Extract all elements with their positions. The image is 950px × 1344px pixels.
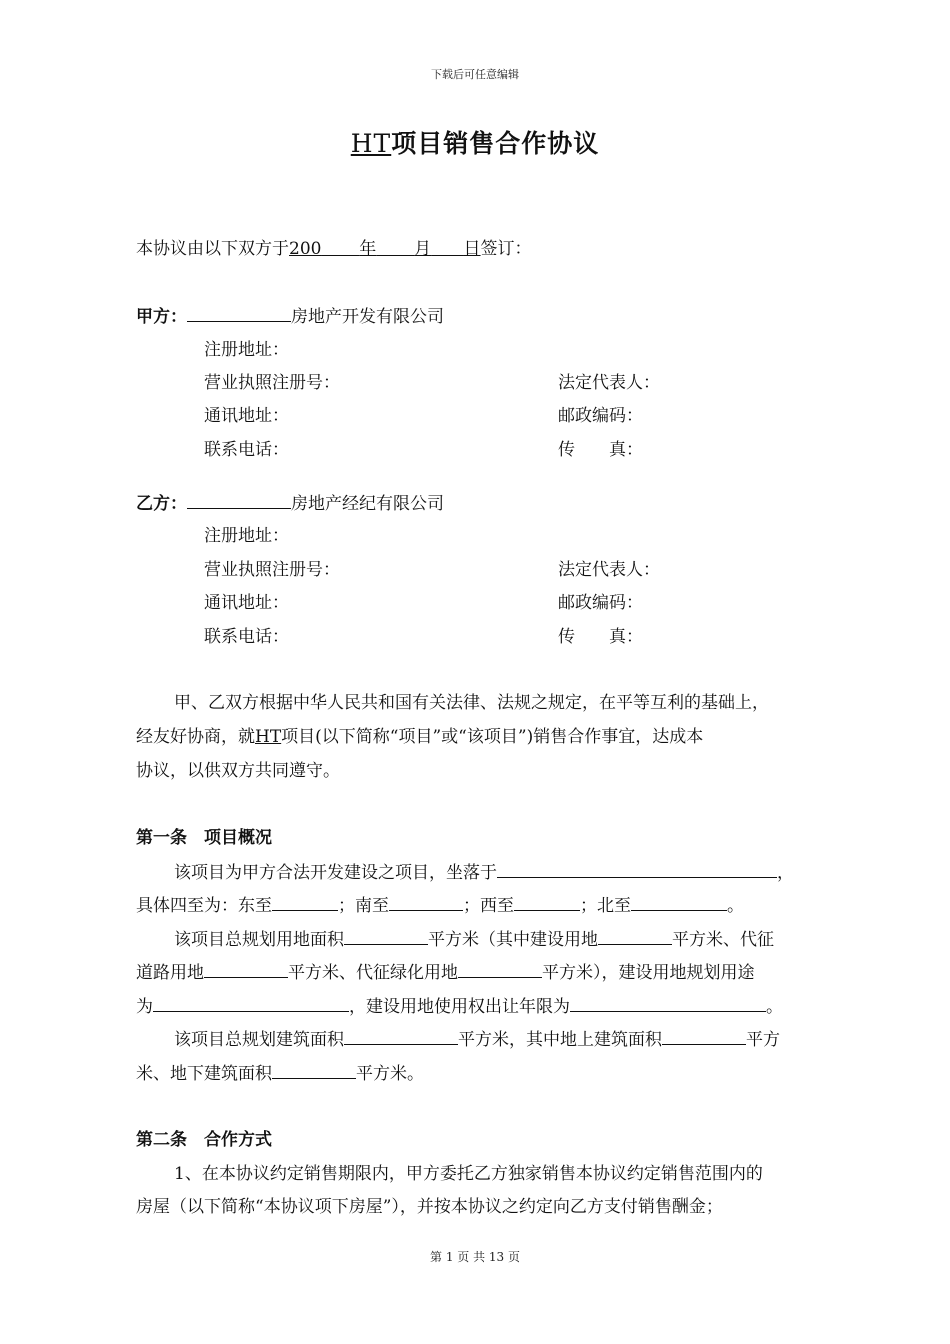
land-use-blank (153, 995, 349, 1012)
party-b-fax: 传 真： (558, 627, 643, 647)
north-blank (631, 894, 727, 911)
a1-p4-text-c: 平方米），建设用地规划用途 (542, 963, 755, 983)
article-1-p1 (174, 861, 794, 884)
article-2-p2: 房屋（以下简称“本协议项下房屋”），并按本协议之约定向乙方支付销售酬金； (136, 1197, 723, 1217)
article-1-p3 (174, 928, 774, 951)
preamble-ht: HT (255, 727, 282, 747)
party-b-company: 房地产经纪有限公司 (291, 494, 444, 514)
a1-p4-text-b: 平方米、代征绿化用地 (288, 963, 458, 983)
article-2-heading: 第二条 合作方式 (136, 1130, 272, 1150)
total-floor-blank (344, 1028, 458, 1045)
preamble-line-2 (136, 726, 703, 748)
intro-end: 签订： (480, 239, 532, 259)
intro-line (136, 238, 532, 260)
party-b-label: 乙方： (136, 494, 187, 514)
a1-p1-text: 该项目为甲方合法开发建设之项目，坐落于 (174, 863, 497, 883)
article-1-p2 (136, 894, 744, 917)
a1-p5-end: 。 (766, 997, 783, 1017)
above-ground-blank (662, 1028, 746, 1045)
a1-east: 具体四至为：东至 (136, 896, 272, 916)
lease-term-blank (570, 995, 766, 1012)
intro-year: 200 (289, 239, 322, 259)
land-area-blank (344, 928, 428, 945)
party-a-reg-address: 注册地址： (204, 340, 289, 360)
a1-p3-text-b: 平方米（其中建设用地 (428, 930, 598, 950)
party-b-phone: 联系电话： (204, 627, 289, 647)
a1-p6-text-b: 平方米，其中地上建筑面积 (458, 1030, 662, 1050)
party-a-postcode: 邮政编码： (558, 406, 643, 426)
article-2-p1: 1、在本协议约定销售期限内，甲方委托乙方独家销售本协议约定销售范围内的 (174, 1164, 763, 1184)
party-b-name-blank (187, 492, 291, 509)
road-land-blank (204, 961, 288, 978)
intro-y: 年 (359, 239, 377, 259)
title-prefix: HT (350, 129, 392, 158)
party-b-postcode: 邮政编码： (558, 593, 643, 613)
underground-blank (272, 1062, 356, 1079)
preamble-text-b: 项目(以下简称“项目”或“该项目”)销售合作事宜，达成本 (281, 727, 704, 747)
a1-p6-text-a: 该项目总规划建筑面积 (174, 1030, 344, 1050)
preamble-line-3: 协议，以供双方共同遵守。 (136, 761, 340, 781)
a1-p7-text-b: 平方米。 (356, 1064, 424, 1084)
a1-p4-text-a: 道路用地 (136, 963, 204, 983)
east-blank (272, 894, 338, 911)
location-blank (497, 861, 777, 878)
a1-p5-text-b: ，建设用地使用权出让年限为 (349, 997, 570, 1017)
intro-date (289, 239, 481, 259)
party-b-line (136, 492, 444, 515)
a1-p6-text-c: 平方 (746, 1030, 780, 1050)
a1-p2-end: 。 (727, 896, 744, 916)
west-blank (514, 894, 580, 911)
article-1-p7 (136, 1062, 424, 1085)
party-a-mail-address: 通讯地址： (204, 406, 289, 426)
party-a-name-blank (187, 305, 291, 322)
page-header-note: 下载后可任意编辑 (431, 68, 519, 81)
party-a-fax: 传 真： (558, 440, 643, 460)
party-a-legal-rep: 法定代表人： (558, 373, 660, 393)
party-a-company: 房地产开发有限公司 (291, 307, 444, 327)
intro-d: 日 (463, 239, 481, 259)
article-1-p4 (136, 961, 755, 984)
title-text: 项目销售合作协议 (391, 129, 600, 158)
a1-p7-text-a: 米、地下建筑面积 (136, 1064, 272, 1084)
preamble-text-a: 经友好协商，就 (136, 727, 255, 747)
a1-p3-text-a: 该项目总规划用地面积 (174, 930, 344, 950)
party-b-legal-rep: 法定代表人： (558, 560, 660, 580)
intro-text: 本协议由以下双方于 (136, 239, 289, 259)
article-1-p6 (174, 1028, 780, 1051)
party-a-phone: 联系电话： (204, 440, 289, 460)
a1-p1-end: ， (777, 863, 794, 883)
a1-north: ；北至 (580, 896, 631, 916)
party-b-mail-address: 通讯地址： (204, 593, 289, 613)
article-1-heading: 第一条 项目概况 (136, 828, 272, 848)
page-footer: 第 1 页 共 13 页 (430, 1250, 520, 1264)
a1-p5-text-a: 为 (136, 997, 153, 1017)
party-b-reg-address: 注册地址： (204, 526, 289, 546)
south-blank (389, 894, 463, 911)
preamble-line-1: 甲、乙双方根据中华人民共和国有关法律、法规之规定，在平等互利的基础上， (174, 693, 769, 713)
party-a-line (136, 305, 444, 328)
build-land-blank (598, 928, 672, 945)
party-a-license: 营业执照注册号： (204, 373, 340, 393)
a1-south: ；南至 (338, 896, 389, 916)
a1-west: ；西至 (463, 896, 514, 916)
a1-p3-text-c: 平方米、代征 (672, 930, 774, 950)
intro-m: 月 (414, 239, 432, 259)
green-land-blank (458, 961, 542, 978)
document-title (0, 124, 950, 160)
party-b-license: 营业执照注册号： (204, 560, 340, 580)
article-1-p5 (136, 995, 783, 1018)
party-a-label: 甲方： (136, 307, 187, 327)
